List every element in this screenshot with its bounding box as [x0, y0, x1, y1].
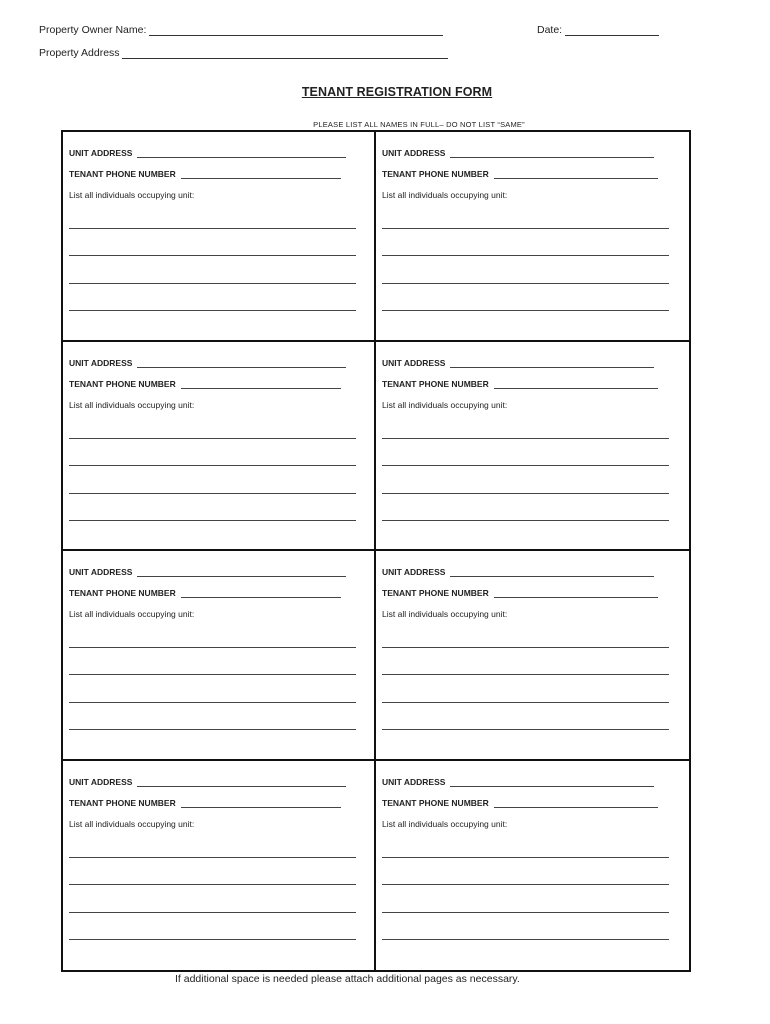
unit-address-row	[382, 567, 654, 577]
tenant-phone-label: TENANT PHONE NUMBER	[382, 169, 489, 179]
occupant-name-line[interactable]	[69, 520, 356, 521]
occupant-name-line[interactable]	[69, 493, 356, 494]
occupants-label: List all individuals occupying unit:	[69, 818, 195, 829]
unit-address-row	[382, 777, 654, 787]
unit-address-field[interactable]	[450, 149, 654, 158]
tenant-phone-row	[69, 798, 341, 808]
occupant-name-line[interactable]	[69, 674, 356, 675]
tenant-phone-label: TENANT PHONE NUMBER	[382, 378, 489, 389]
unit-address-field[interactable]	[137, 568, 346, 577]
occupants-label: List all individuals occupying unit:	[69, 190, 195, 200]
property-address-label: Property Address	[39, 47, 120, 59]
tenant-phone-field[interactable]	[181, 170, 341, 179]
occupant-name-line[interactable]	[69, 310, 356, 311]
occupant-name-line[interactable]	[382, 228, 669, 229]
occupant-name-line[interactable]	[382, 702, 669, 703]
unit-address-row	[382, 148, 654, 158]
occupants-label: List all individuals occupying unit:	[382, 190, 508, 200]
form-title: TENANT REGISTRATION FORM	[301, 85, 493, 99]
occupants-label: List all individuals occupying unit:	[382, 609, 508, 619]
unit-address-field[interactable]	[450, 568, 654, 577]
property-address-row	[39, 47, 448, 59]
tenant-phone-label: TENANT PHONE NUMBER	[69, 588, 176, 598]
unit-address-field[interactable]	[137, 359, 346, 368]
tenant-grid	[61, 130, 691, 972]
occupant-name-line[interactable]	[382, 493, 669, 494]
tenant-phone-field[interactable]	[181, 799, 341, 808]
tenant-phone-label: TENANT PHONE NUMBER	[382, 588, 489, 598]
unit-address-label: UNIT ADDRESS	[382, 357, 446, 368]
occupant-name-line[interactable]	[382, 884, 669, 885]
tenant-phone-field[interactable]	[494, 589, 658, 598]
occupant-name-line[interactable]	[382, 255, 669, 256]
tenant-phone-label: TENANT PHONE NUMBER	[382, 797, 489, 808]
tenant-phone-label: TENANT PHONE NUMBER	[69, 797, 176, 808]
unit-block	[63, 342, 376, 552]
unit-address-label: UNIT ADDRESS	[382, 567, 446, 577]
unit-block	[376, 342, 689, 552]
unit-address-label: UNIT ADDRESS	[69, 567, 133, 577]
occupant-name-line[interactable]	[382, 729, 669, 730]
date-label: Date:	[537, 24, 563, 36]
unit-address-row	[69, 777, 346, 787]
unit-block	[63, 761, 376, 971]
tenant-phone-row	[382, 379, 658, 389]
occupant-name-line[interactable]	[382, 438, 669, 439]
owner-name-field[interactable]	[149, 25, 443, 36]
unit-block	[63, 132, 376, 342]
unit-address-label: UNIT ADDRESS	[382, 776, 446, 787]
tenant-phone-label: TENANT PHONE NUMBER	[69, 378, 176, 389]
owner-name-row	[39, 24, 443, 36]
occupants-label: List all individuals occupying unit:	[69, 609, 195, 619]
tenant-phone-row	[382, 588, 658, 598]
tenant-phone-label: TENANT PHONE NUMBER	[69, 169, 176, 179]
occupant-name-line[interactable]	[382, 674, 669, 675]
tenant-phone-row	[382, 169, 658, 179]
occupants-label: List all individuals occupying unit:	[69, 399, 195, 410]
occupant-name-line[interactable]	[69, 729, 356, 730]
unit-address-label: UNIT ADDRESS	[382, 148, 446, 158]
tenant-phone-field[interactable]	[494, 380, 658, 389]
tenant-phone-field[interactable]	[181, 589, 341, 598]
occupant-name-line[interactable]	[382, 647, 669, 648]
occupant-name-line[interactable]	[382, 939, 669, 940]
unit-address-field[interactable]	[450, 359, 654, 368]
unit-address-row	[69, 358, 346, 368]
occupant-name-line[interactable]	[382, 283, 669, 284]
occupant-name-line[interactable]	[69, 255, 356, 256]
unit-address-field[interactable]	[450, 778, 654, 787]
unit-address-label: UNIT ADDRESS	[69, 357, 133, 368]
tenant-phone-row	[382, 798, 658, 808]
date-field[interactable]	[565, 25, 659, 36]
occupant-name-line[interactable]	[69, 912, 356, 913]
owner-name-label: Property Owner Name:	[39, 24, 147, 36]
occupant-name-line[interactable]	[69, 647, 356, 648]
tenant-phone-row	[69, 379, 341, 389]
occupant-name-line[interactable]	[69, 465, 356, 466]
form-instruction: PLEASE LIST ALL NAMES IN FULL– DO NOT LIST “SAME”	[313, 120, 525, 129]
unit-address-row	[69, 567, 346, 577]
occupant-name-line[interactable]	[382, 520, 669, 521]
tenant-phone-row	[69, 588, 341, 598]
tenant-phone-field[interactable]	[181, 380, 341, 389]
unit-block	[63, 551, 376, 761]
occupant-name-line[interactable]	[69, 283, 356, 284]
tenant-phone-field[interactable]	[494, 170, 658, 179]
date-row	[537, 24, 659, 36]
unit-address-field[interactable]	[137, 778, 346, 787]
unit-address-label: UNIT ADDRESS	[69, 776, 133, 787]
occupant-name-line[interactable]	[382, 912, 669, 913]
unit-address-field[interactable]	[137, 149, 346, 158]
occupant-name-line[interactable]	[382, 465, 669, 466]
occupant-name-line[interactable]	[69, 939, 356, 940]
occupant-name-line[interactable]	[69, 438, 356, 439]
occupant-name-line[interactable]	[69, 228, 356, 229]
unit-block	[376, 132, 689, 342]
unit-address-row	[382, 358, 654, 368]
tenant-phone-row	[69, 169, 341, 179]
occupants-label: List all individuals occupying unit:	[382, 399, 508, 410]
unit-block	[376, 761, 689, 971]
footer-note: If additional space is needed please attach additional pages as necessary.	[175, 973, 520, 985]
occupant-name-line[interactable]	[69, 702, 356, 703]
occupant-name-line[interactable]	[69, 884, 356, 885]
tenant-phone-field[interactable]	[494, 799, 658, 808]
occupant-name-line[interactable]	[382, 310, 669, 311]
unit-address-label: UNIT ADDRESS	[69, 148, 133, 158]
unit-block	[376, 551, 689, 761]
occupant-name-line[interactable]	[69, 857, 356, 858]
property-address-field[interactable]	[122, 48, 448, 59]
occupant-name-line[interactable]	[382, 857, 669, 858]
occupants-label: List all individuals occupying unit:	[382, 818, 508, 829]
unit-address-row	[69, 148, 346, 158]
